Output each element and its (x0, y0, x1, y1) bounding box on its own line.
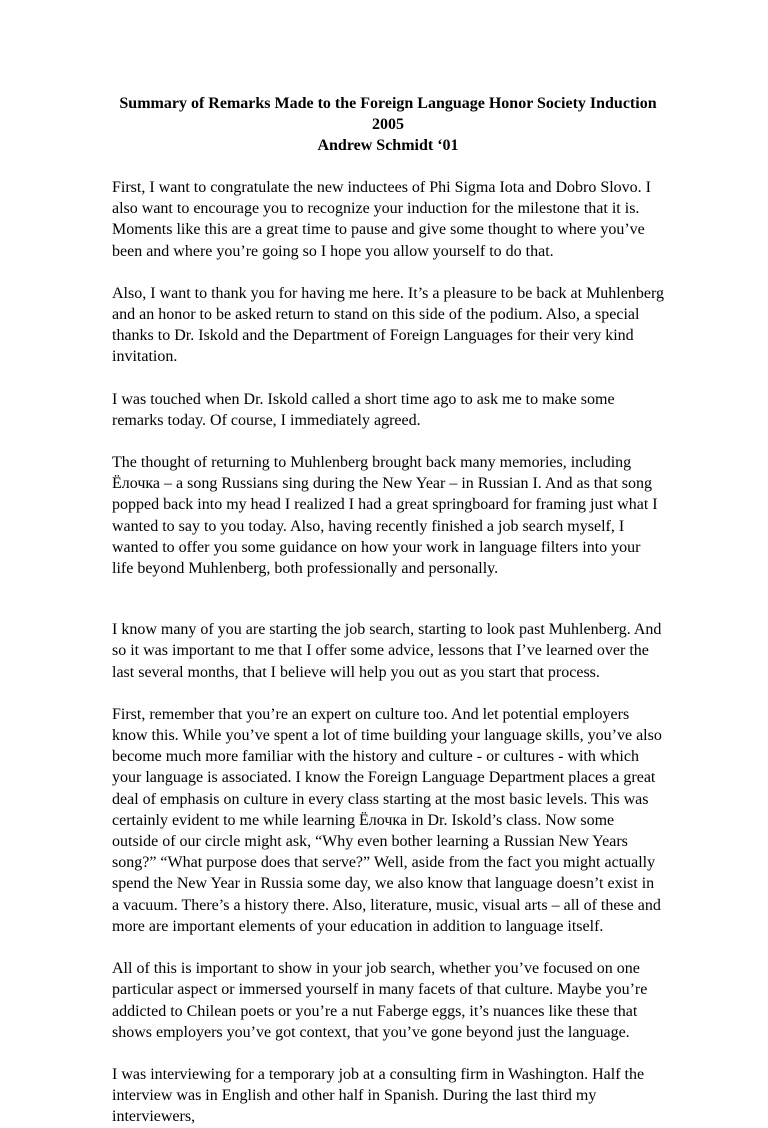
document-body (112, 93, 664, 1128)
paragraph-show-in-search: All of this is important to show in your job search, whether you’ve focused on one particular aspect or immersed yourself in many facets of that culture. Maybe you’re addicted to Chilean poets or you’re a nut Faberge eggs, it’s nuances like these that shows employers you’ve got context, that you’ve gone beyond just the language. (112, 960, 648, 1041)
paragraph-memories: The thought of returning to Muhlenberg brought back many memories, including Ёлочка – a song Russians sing during the New Year – in Russian I. And as that song popped back into my head I realized I had a great springboard for framing just what I wanted to say to you today. Also, having recently finished a job search myself, I wanted to offer you some guidance on how your work in language filters into your life beyond Muhlenberg, both professionally and personally. (112, 454, 658, 578)
paragraph-thanks: Also, I want to thank you for having me here. It’s a pleasure to be back at Muhlenberg and an honor to be asked return to stand on this side of the podium. Also, a special thanks to Dr. Iskold and the Department of Foreign Languages for their very kind invitation. (112, 284, 664, 366)
paragraph-culture-expert: First, remember that you’re an expert on culture too. And let potential employers know this. While you’ve spent a lot of time building your language skills, you’ve also become much more familiar with the history and culture - or cultures - with which your language is associated. I know the Foreign Language Department places a great deal of emphasis on culture in every class starting at the most basic levels. This was certainly evident to me while learning Ёлочка in Dr. Iskold’s class. Now some outside of our circle might ask, “Why even bother learning a Russian New Years song?” “What purpose does that serve?” Well, aside from the fact you might actually spend the New Year in Russia some day, we also know that language doesn’t exist in a vacuum. There’s a history there. Also, literature, music, visual arts – all of these and more are important elements of your education in addition to language itself. (112, 705, 662, 935)
title-line-1: Summary of Remarks Made to the Foreign Language Honor Society Induction 2005 (119, 95, 657, 133)
paragraph-invitation: I was touched when Dr. Iskold called a short time ago to ask me to make some remarks today. Of course, I immediately agreed. (112, 390, 615, 429)
paragraph-job-search: I know many of you are starting the job search, starting to look past Muhlenberg. And so it was important to me that I offer some advice, lessons that I’ve learned over the last several months, that I believe will help you out as you start that process. (112, 621, 662, 681)
paragraph-interview: I was interviewing for a temporary job at a consulting firm in Washington. Half the interview was in English and other half in Spanish. During the last third my interviewers, (112, 1065, 645, 1126)
document-title (112, 93, 664, 156)
paragraph-congratulations: First, I want to congratulate the new inductees of Phi Sigma Iota and Dobro Slovo. I also want to encourage you to recognize your induction for the milestone that it is. Moments like this are a great time to pause and give some thought to where you’ve been and where you’re going so I hope you allow yourself to do that. (112, 179, 652, 260)
title-line-2-author: Andrew Schmidt ‘01 (317, 137, 459, 154)
